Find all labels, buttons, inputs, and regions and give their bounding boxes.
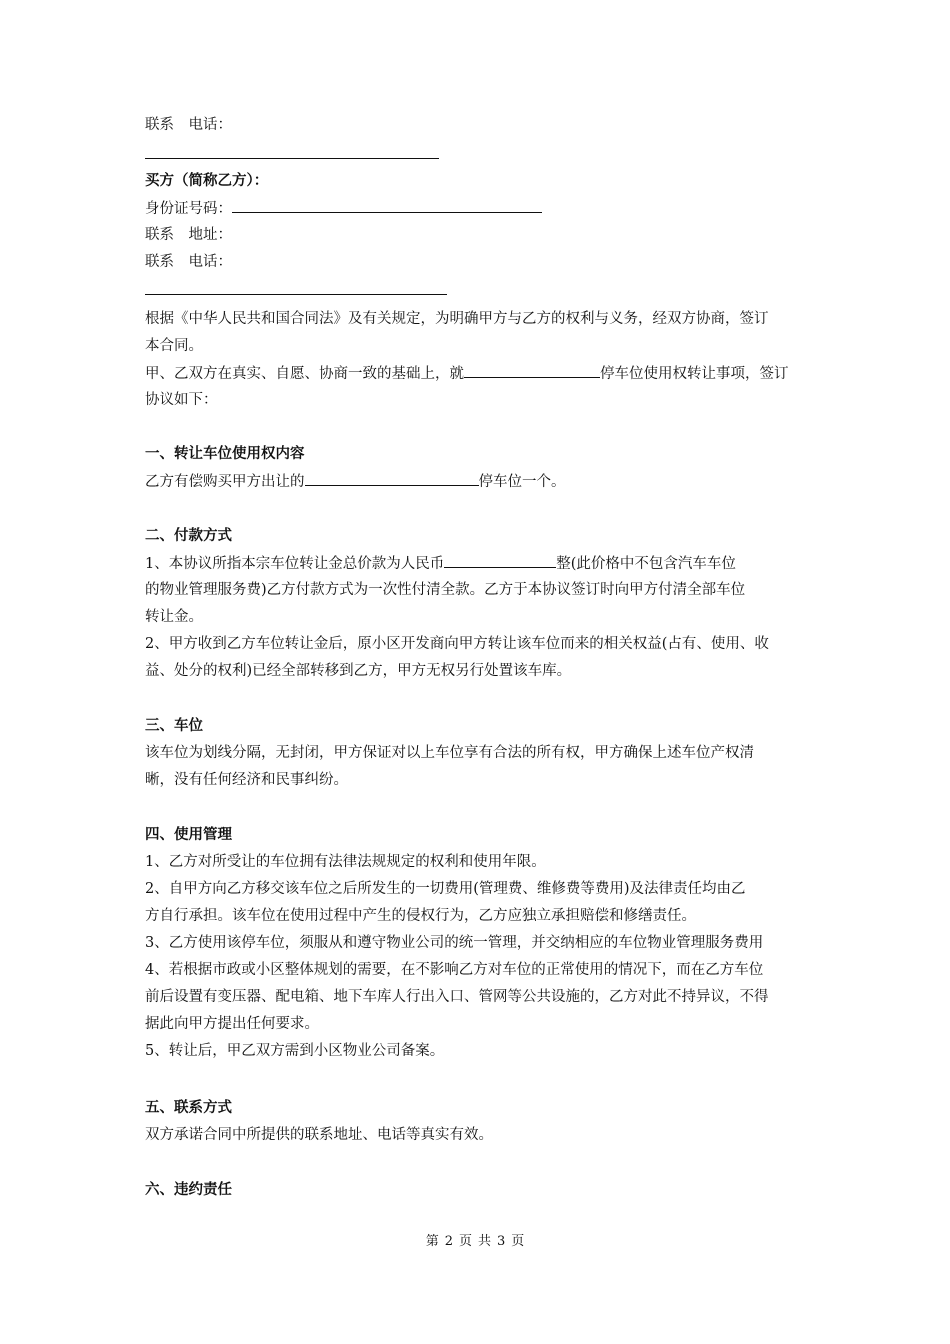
- seller-signature-rule: [145, 158, 439, 159]
- section4-l4: 3、乙方使用该停车位，须服从和遵守物业公司的统一管理，并交纳相应的车位物业管理服务费用: [145, 935, 764, 951]
- section1-heading: 一、转让车位使用权内容: [145, 445, 305, 462]
- buyer-address-label: 联系 地址：: [145, 227, 232, 243]
- price-blank[interactable]: [444, 553, 556, 568]
- section2-l3: 转让金。: [145, 609, 203, 625]
- buyer-id-label: 身份证号码：: [145, 201, 232, 217]
- buyer-id-row: [145, 198, 810, 219]
- buyer-signature-rule: [145, 294, 447, 295]
- section5-l1: 双方承诺合同中所提供的联系地址、电话等真实有效。: [145, 1127, 493, 1143]
- footer-current-page: 2: [444, 1234, 453, 1249]
- footer-total-pages: 3: [497, 1234, 506, 1249]
- s1-before: 乙方有偿购买甲方出让的: [145, 474, 305, 490]
- section2-l4: 2、甲方收到乙方车位转让金后，原小区开发商向甲方转让该车位而来的相关权益(占有、使用、收: [145, 636, 769, 652]
- section2-l5: 益、处分的权利)已经全部转移到乙方，甲方无权另行处置该车库。: [145, 663, 572, 679]
- intro-p2-line2: 协议如下：: [145, 392, 218, 408]
- seller-phone-label: 联系 电话：: [145, 117, 232, 133]
- section3-l1: 该车位为划线分隔，无封闭，甲方保证对以上车位享有合法的所有权，甲方确保上述车位产权清: [145, 745, 754, 761]
- intro-p1-line2: 本合同。: [145, 338, 203, 354]
- s2-l1-before: 1、本协议所指本宗车位转让金总价款为人民币: [145, 556, 445, 572]
- section2-l1: [145, 553, 810, 574]
- buyer-id-blank[interactable]: [232, 198, 542, 213]
- s2-l1-after: 整(此价格中不包含汽车车位: [556, 556, 736, 572]
- footer-gong: 共: [478, 1234, 492, 1249]
- section1-line: [145, 471, 810, 492]
- section4-l2: 2、自甲方向乙方移交该车位之后所发生的一切费用(管理费、维修费等费用)及法律责任均由乙: [145, 881, 746, 897]
- footer-di: 第: [425, 1234, 439, 1249]
- footer-ye1: 页: [458, 1234, 472, 1249]
- section5-heading: 五、联系方式: [145, 1099, 232, 1116]
- s1-after: 停车位一个。: [478, 474, 566, 490]
- intro-p2-before: 甲、乙双方在真实、自愿、协商一致的基础上，就: [145, 366, 464, 382]
- section4-l5: 4、若根据市政或小区整体规划的需要，在不影响乙方对车位的正常使用的情况下，而在乙方车位: [145, 962, 764, 978]
- buyer-title: 买方（简称乙方）：: [145, 172, 269, 189]
- intro-p2-after: 停车位使用权转让事项，签订: [600, 366, 789, 382]
- intro-p1-line1: 根据《中华人民共和国合同法》及有关规定，为明确甲方与乙方的权利与义务，经双方协商，签订: [145, 311, 769, 327]
- section4-heading: 四、使用管理: [145, 826, 232, 843]
- section4-l1: 1、乙方对所受让的车位拥有法律法规规定的权利和使用年限。: [145, 854, 546, 870]
- footer-ye2: 页: [511, 1234, 525, 1249]
- section4-l7: 据此向甲方提出任何要求。: [145, 1016, 319, 1032]
- section3-l2: 晰，没有任何经济和民事纠纷。: [145, 772, 348, 788]
- buyer-phone-label: 联系 电话：: [145, 254, 232, 270]
- section4-l8: 5、转让后，甲乙双方需到小区物业公司备案。: [145, 1043, 445, 1059]
- section3-heading: 三、车位: [145, 717, 203, 734]
- parking-name-blank[interactable]: [464, 363, 600, 378]
- section6-heading: 六、违约责任: [145, 1181, 232, 1198]
- section4-l3: 方自行承担。该车位在使用过程中产生的侵权行为，乙方应独立承担赔偿和修缮责任。: [145, 908, 696, 924]
- parking-space-blank[interactable]: [305, 471, 479, 486]
- page-footer: [0, 1232, 950, 1252]
- section2-heading: 二、付款方式: [145, 527, 232, 544]
- section2-l2: 的物业管理服务费)乙方付款方式为一次性付清全款。乙方于本协议签订时向甲方付清全部车位: [145, 582, 746, 598]
- intro-p2-line1: [145, 363, 810, 384]
- section4-l6: 前后设置有变压器、配电箱、地下车库人行出入口、管网等公共设施的，乙方对此不持异议，不得: [145, 989, 769, 1005]
